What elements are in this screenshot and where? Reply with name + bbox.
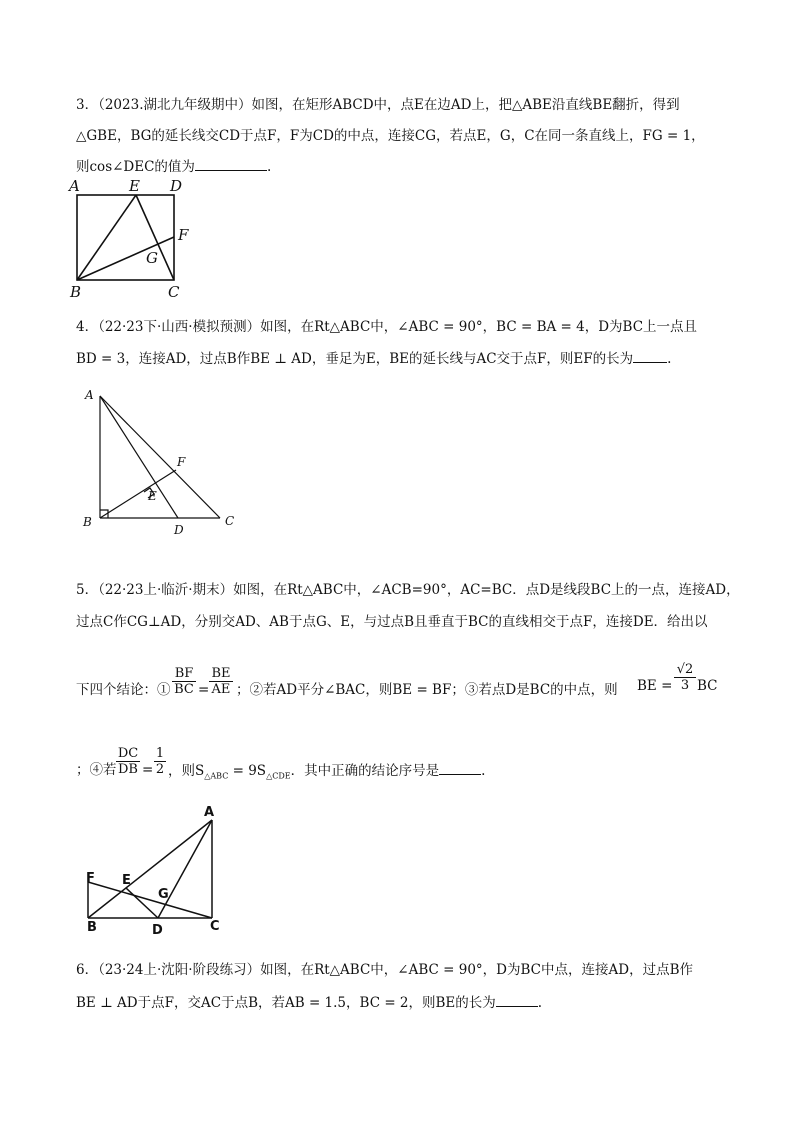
q5-segment-ab xyxy=(88,820,212,918)
q5-sqrt-num: √2 xyxy=(676,662,694,677)
q3-text-line-3 xyxy=(76,157,271,176)
q4-text-line-1: 4．（22·23下·山西·模拟预测）如图，在Rt△ABC中，∠ABC = 90°，BC = BA = 4，D为BC上一点且 xyxy=(76,319,698,335)
q5-label-e: E xyxy=(122,873,131,888)
q5-label-f: F xyxy=(86,871,95,886)
q3-text-line-1: 3．（2023.湖北九年级期中）如图，在矩形ABCD中，点E在边AD上，把△ABE沿直线BE翻折，得到 xyxy=(76,97,680,113)
q5-text-line-3c: BE = xyxy=(637,678,673,694)
q4-answer-blank[interactable] xyxy=(633,349,667,363)
q3-text-line-3-end: . xyxy=(266,159,272,175)
q5-fraction-dc-db xyxy=(116,746,140,777)
q5-frac4-den: 2 xyxy=(155,762,165,777)
q3-rectangle-abcd xyxy=(77,195,174,280)
q3-label-e: E xyxy=(129,177,140,195)
q5-text-line-4-end: . xyxy=(481,763,486,779)
q3-label-c: C xyxy=(168,283,180,301)
q5-frac4-num: 1 xyxy=(155,746,165,761)
q5-frac1-eq: = xyxy=(198,682,210,698)
q5-text-line-4d: ．其中正确的结论序号是 xyxy=(290,763,440,779)
q5-text-line-4c: = 9S xyxy=(228,763,267,779)
q5-sub-cde: △CDE xyxy=(266,771,291,781)
q5-fraction-1-2 xyxy=(154,746,166,777)
q6-text-line-2 xyxy=(76,993,542,1012)
q5-frac3-eq: = xyxy=(142,762,154,778)
q5-segment-de xyxy=(126,888,158,918)
q5-frac2-den: AE xyxy=(209,681,233,697)
q4-label-b: B xyxy=(83,515,92,529)
q5-frac3-den: DB xyxy=(116,761,140,777)
q6-text-line-1: 6．（23·24上·沈阳·阶段练习）如图，在Rt△ABC中，∠ABC = 90°，D为BC中点，连接AD，过点B作 xyxy=(76,962,693,978)
q4-figure xyxy=(80,384,250,548)
q5-sub-abc: △ABC xyxy=(204,771,229,781)
q5-label-g: G xyxy=(158,887,169,902)
q4-label-a: A xyxy=(85,388,94,402)
q3-figure xyxy=(66,176,206,305)
q4-label-c: C xyxy=(225,514,235,528)
q6-answer-blank[interactable] xyxy=(496,993,538,1007)
q5-fraction-bf-bc xyxy=(172,666,196,697)
q3-label-g: G xyxy=(146,249,158,267)
q5-segment-fc xyxy=(88,882,212,918)
q5-text-line-4b: ，则S xyxy=(168,763,205,779)
q3-segment-ec xyxy=(136,195,174,280)
q5-label-b: B xyxy=(87,920,97,935)
q4-label-d: D xyxy=(174,523,184,537)
q5-text-line-1: 5．（22·23上·临沂·期末）如图，在Rt△ABC中，∠ACB=90°，AC=BC．点D是线段BC上的一点，连接AD， xyxy=(76,582,740,598)
q3-answer-blank[interactable] xyxy=(195,157,267,171)
q5-label-c: C xyxy=(210,919,220,934)
q4-label-f: F xyxy=(177,455,186,469)
q6-text-line-2-body: BE ⊥ AD于点F，交AC于点B，若AB = 1.5，BC = 2，则BE的长为 xyxy=(76,995,496,1011)
q4-segment-ac xyxy=(100,396,220,518)
q5-text-line-3a: 下四个结论：① xyxy=(76,682,171,698)
q4-text-line-2-body: BD = 3，连接AD，过点B作BE ⊥ AD，垂足为E，BE的延长线与AC交于点F，则EF的长为 xyxy=(76,351,634,367)
q5-fraction-be-ae xyxy=(209,666,233,697)
q4-segment-ad xyxy=(100,396,178,518)
q5-fraction-sqrt2-3 xyxy=(674,662,696,693)
q6-text-line-2-end: . xyxy=(537,995,543,1011)
q5-text-line-3d: BC xyxy=(697,678,718,694)
q5-figure xyxy=(78,796,238,945)
q5-frac1-den: BC xyxy=(172,681,196,697)
q4-text-line-2 xyxy=(76,349,671,368)
q3-label-d: D xyxy=(170,177,183,195)
q3-label-a: A xyxy=(69,177,80,195)
q3-text-line-3-body: 则cos∠DEC的值为 xyxy=(76,159,195,175)
q3-label-f: F xyxy=(178,226,189,244)
q5-text-line-2: 过点C作CG⊥AD，分别交AD、AB于点G、E，与过点B且垂直于BC的直线相交于点F，连接DE．给出以 xyxy=(76,614,708,630)
q3-text-line-2: △GBE，BG的延长线交CD于点F，F为CD的中点，连接CG，若点E，G，C在同一条直线上，FG = 1， xyxy=(76,128,705,144)
q4-label-e: E xyxy=(148,489,157,503)
q5-label-a: A xyxy=(204,805,215,820)
q5-segment-ad xyxy=(158,820,212,918)
q5-frac1-num: BF xyxy=(174,666,194,681)
q3-label-b: B xyxy=(70,283,82,301)
q5-frac2-num: BE xyxy=(211,666,231,681)
q5-text-line-3b: ；②若AD平分∠BAC，则BE = BF；③若点D是BC的中点，则 xyxy=(236,682,618,698)
q5-sqrt-den: 3 xyxy=(674,677,696,693)
q4-segment-bf xyxy=(100,470,176,518)
q5-text-line-4 xyxy=(168,761,485,786)
q5-answer-blank[interactable] xyxy=(439,761,481,775)
q5-frac3-num: DC xyxy=(117,746,139,761)
q5-label-d: D xyxy=(152,923,163,938)
q5-text-line-4a: ；④若 xyxy=(76,762,117,778)
q4-text-line-2-end: . xyxy=(667,351,672,367)
